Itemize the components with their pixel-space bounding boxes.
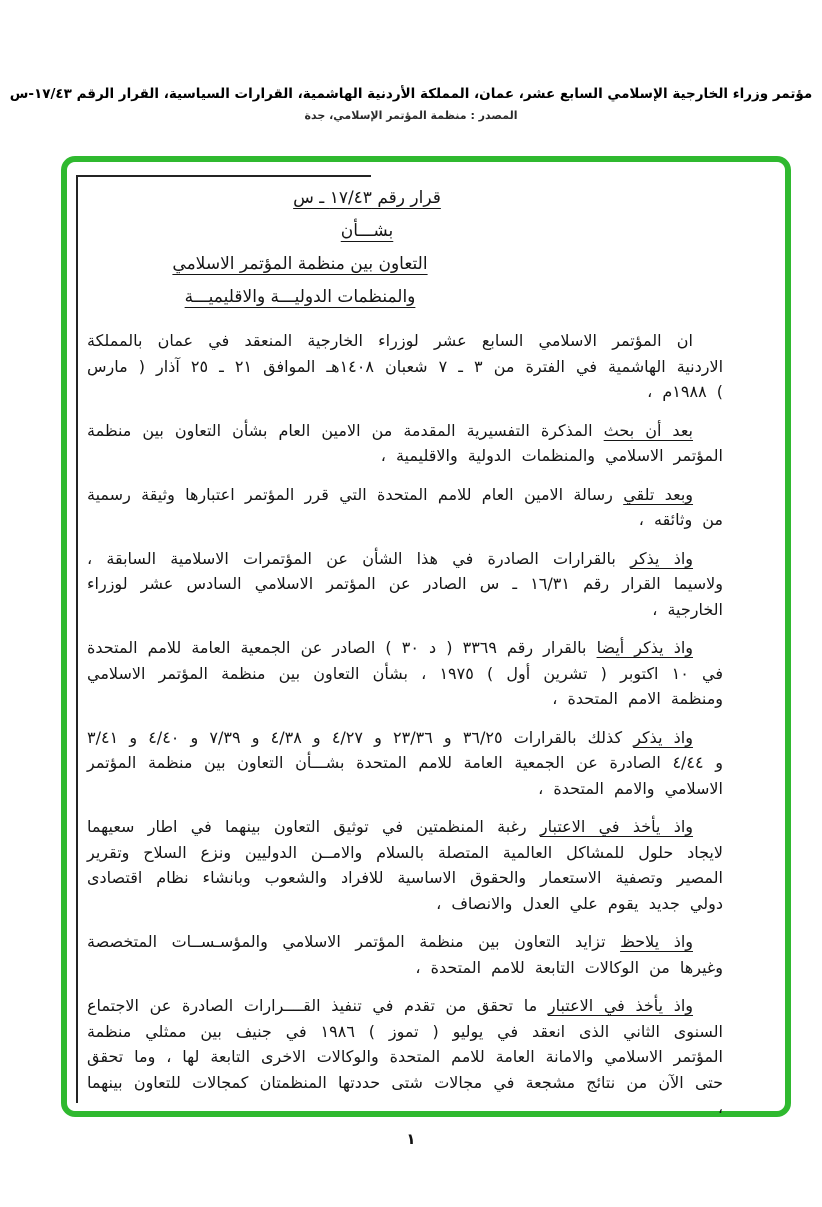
resolution-subject-line-2: والمنظمات الدوليـــة والاقليميـــة [184,287,416,307]
citation-header [0,86,822,122]
paragraph [87,814,723,916]
paragraph [87,482,723,533]
paragraph-text: ما تحقق من تقدم في تنفيذ القــــرارات الصادرة عن الاجتماع السنوى الثاني الذى انعقد في يوليو ( تموز ) ١٩٨٦ في جنيف بين ممثلي منظمة المؤتمر الاسلامي والامانة العامة للامم المتحدة والوكالات الاخرى التابعة لها ، وما تحقق حتى الآن من نتائج مشجعة في مجالات شتى حددتها المنظمتان كمجالات للتعاون بينهما ، [87,996,723,1117]
paragraph-lead: واذ يذكر [633,727,693,747]
paragraph-text: ان المؤتمر الاسلامي السابع عشر لوزراء الخارجية المنعقد في عمان بالمملكة الاردنية الهاشمية في الفترة من ٣ ـ ٧ شعبان ١٤٠٨هـ الموافق ٢١ ـ ٢٥ آذار ( مارس ) ١٩٨٨م ، [87,331,724,401]
paragraph [87,635,723,712]
paragraph-lead: واذ يأخذ في الاعتبار [539,817,694,836]
resolution-subject-line-1: التعاون بين منظمة المؤتمر الاسلامي [172,254,428,274]
page-number: ١ [406,1130,416,1148]
scan-edge-horizontal-line [76,175,371,177]
paragraph-text: رغبة المنظمتين في توثيق التعاون بينهما في اطار سعيهما لايجاد حلول للمشاكل العالمية المتصلة بالسلام والامــن الدوليين ونزع السلاح وتقرير المصير وتصفية الاستعمار والحقوق الاساسية للافراد والشعوب وبانشاء نظام اقتصادى دولي جديد يقوم علي العدل والانصاف ، [87,817,723,913]
paragraph-lead: واذ يأخذ في الاعتبار [547,996,694,1015]
citation-title: مؤتمر وزراء الخارجية الإسلامي السابع عشر، عمان، المملكة الأردنية الهاشمية، القرارات السياسية، القرار الرقم ١٧/٤٣-س [9,86,813,102]
scan-edge-vertical-line [76,177,78,1103]
paragraph [87,725,723,802]
paragraph-lead: وبعد تلقي [623,484,694,504]
paragraph [87,546,723,623]
paragraph-lead: واذ يذكر أيضا [596,638,693,657]
paragraph-text: كذلك بالقرارات ٣٦/٢٥ و ٢٣/٣٦ و ٤/٢٧ و ٤/٣٨ و ٧/٣٩ و ٤/٤٠ و ٣/٤١ و ٤/٤٤ الصادرة عن الجمعية العامة للامم المتحدة بشـــأن التعاون بين منظمة المؤتمر الاسلامي والامم المتحدة ، [87,727,724,798]
paragraph [87,418,723,469]
resolution-number-line: قرار رقم ١٧/٤٣ ـ س [293,188,441,208]
paragraph-text: تزايد التعاون بين منظمة المؤتمر الاسلامي والمؤسـســات المتخصصة وغيرها من الوكالات التابعة للامم المتحدة ، [87,932,723,977]
paragraph-lead: بعد أن بحث [603,420,693,440]
resolution-body [87,328,723,1121]
scanned-document [67,162,785,1117]
paragraph [87,328,723,405]
paragraph [87,929,723,980]
paragraph-lead: واذ يلاحظ [620,932,693,951]
paragraph-text: رسالة الامين العام للامم المتحدة التي قرر المؤتمر اعتبارها وثيقة رسمية من وثائقه ، [87,484,723,529]
paragraph-text: بالقرار رقم ٣٣٦٩ ( د ٣٠ ) الصادر عن الجمعية العامة للامم المتحدة في ١٠ اكتوبر ( تشرين أول ) ١٩٧٥ ، بشأن التعاون بين منظمة المؤتمر الاسلامي ومنظمة الامم المتحدة ، [87,638,723,708]
citation-source: المصدر : منظمة المؤتمر الإسلامي، جدة [304,109,518,122]
resolution-regarding-label: بشـــأن [340,221,394,241]
paragraph-lead: واذ يذكر [630,548,694,568]
paragraph [87,993,723,1121]
highlight-frame [61,156,791,1117]
resolution-title-block [87,184,723,312]
paragraph-text: بالقرارات الصادرة في هذا الشأن عن المؤتمرات الاسلامية السابقة ، ولاسيما القرار رقم ١٦/٣١ ـ س الصادر عن المؤتمر الاسلامي السادس عشر لوزراء الخارجية ، [87,548,723,619]
paragraph-text: المذكرة التفسيرية المقدمة من الامين العام بشأن التعاون بين منظمة المؤتمر الاسلامي والمنظمات الدولية والاقليمية ، [87,420,723,465]
